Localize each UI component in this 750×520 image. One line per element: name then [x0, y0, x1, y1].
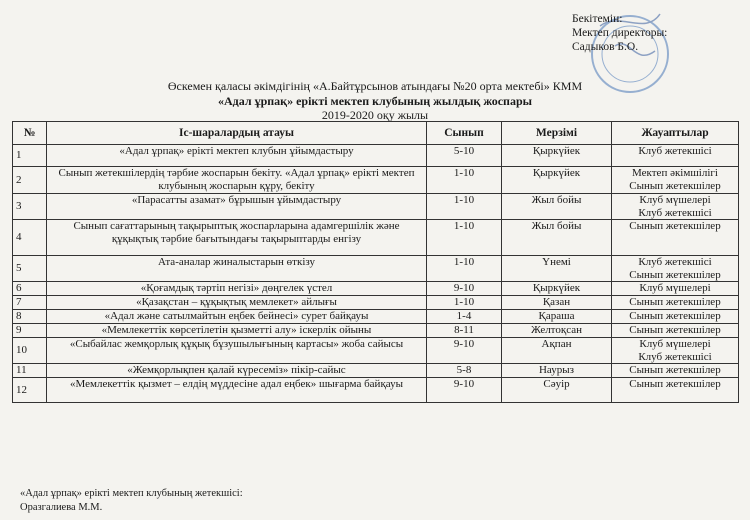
row-grade: 1-10 — [427, 296, 502, 310]
responsible-entry: Клуб мүшелері — [639, 194, 711, 206]
row-number: 8 — [13, 310, 47, 324]
row-number: 10 — [13, 338, 47, 364]
row-term: Наурыз — [502, 364, 612, 378]
footer-position: «Адал ұрпақ» ерікті мектеп клубының жетекшісі: — [20, 488, 243, 499]
row-number: 12 — [13, 378, 47, 403]
row-event: «Жемқорлықпен қалай күресеміз» пікір-сайыс — [47, 364, 427, 378]
row-grade: 9-10 — [427, 378, 502, 403]
row-responsible — [612, 324, 739, 338]
row-grade: 1-10 — [427, 194, 502, 220]
table-row — [13, 364, 739, 378]
row-term: Қазан — [502, 296, 612, 310]
row-grade: 1-10 — [427, 256, 502, 282]
row-event: Ата-аналар жиналыстарын өткізу — [47, 256, 427, 282]
responsible-entry: Сынып жетекшілер — [629, 310, 721, 322]
approval-name: Садыков Б.О. — [572, 41, 639, 53]
approval-block — [572, 12, 667, 54]
responsible-entry: Клуб мүшелері — [639, 282, 711, 294]
row-number: 7 — [13, 296, 47, 310]
row-term: Жыл бойы — [502, 194, 612, 220]
row-event: «Қоғамдық тәртіп негізі» дөңгелек үстел — [47, 282, 427, 296]
row-responsible — [612, 338, 739, 364]
row-responsible — [612, 282, 739, 296]
row-term: Ақпан — [502, 338, 612, 364]
row-term: Желтоқсан — [502, 324, 612, 338]
footer-signature — [20, 487, 243, 514]
responsible-entry: Клуб жетекшісі — [638, 206, 712, 219]
table-row — [13, 220, 739, 256]
row-event: «Мемлекеттік қызмет – елдің мүддесіне адал еңбек» шығарма байқауы — [47, 378, 427, 403]
row-grade: 9-10 — [427, 338, 502, 364]
row-term: Үнемі — [502, 256, 612, 282]
table-row — [13, 194, 739, 220]
row-grade: 1-10 — [427, 167, 502, 194]
plan-table — [12, 121, 739, 403]
row-event: «Сыбайлас жемқорлық құқық бұзушылығының картасы» жоба сайысы — [47, 338, 427, 364]
row-number: 5 — [13, 256, 47, 282]
row-number: 3 — [13, 194, 47, 220]
table-row — [13, 167, 739, 194]
responsible-entry: Сынып жетекшілер — [629, 364, 721, 376]
table-row — [13, 145, 739, 167]
table-row — [13, 256, 739, 282]
row-term: Қараша — [502, 310, 612, 324]
responsible-entry: Сынып жетекшілер — [629, 324, 721, 336]
row-responsible — [612, 364, 739, 378]
row-grade: 1-4 — [427, 310, 502, 324]
table-row — [13, 378, 739, 403]
responsible-entry: Мектеп әкімшілігі — [632, 167, 718, 179]
row-responsible — [612, 194, 739, 220]
responsible-entry: Клуб жетекшісі — [638, 145, 712, 157]
row-event: «Адал ұрпақ» ерікті мектеп клубын ұйымдастыру — [47, 145, 427, 167]
document-header — [0, 79, 750, 123]
responsible-entry: Сынып жетекшілер — [629, 220, 721, 232]
row-responsible — [612, 220, 739, 256]
row-event: Сынып сағаттарының тақырыптық жоспарларына адамгершілік және құқықтық тәрбие бағытындағы тақырыптарды енгізу — [47, 220, 427, 256]
academic-year: 2019-2020 оқу жылы — [321, 108, 429, 122]
row-number: 6 — [13, 282, 47, 296]
col-header-grade: Сынып — [427, 122, 502, 145]
responsible-entry: Сынып жетекшілер — [629, 378, 721, 390]
row-grade: 9-10 — [427, 282, 502, 296]
responsible-entry: Клуб жетекшісі — [638, 256, 712, 268]
col-header-event: Іс-шаралардың атауы — [47, 122, 427, 145]
row-number: 1 — [13, 145, 47, 167]
row-event: «Парасатты азамат» бұрышын ұйымдастыру — [47, 194, 427, 220]
document-title: «Адал ұрпақ» ерікті мектеп клубының жылдық жоспары — [218, 93, 532, 108]
row-responsible — [612, 167, 739, 194]
approval-position: Мектеп директоры: — [572, 27, 668, 39]
row-number: 2 — [13, 167, 47, 194]
row-grade: 8-11 — [427, 324, 502, 338]
row-number: 9 — [13, 324, 47, 338]
row-term: Жыл бойы — [502, 220, 612, 256]
row-grade: 1-10 — [427, 220, 502, 256]
row-number: 11 — [13, 364, 47, 378]
row-responsible — [612, 256, 739, 282]
table-row — [13, 282, 739, 296]
col-header-term: Мерзімі — [502, 122, 612, 145]
table-row — [13, 324, 739, 338]
approval-label: Бекітемін: — [572, 13, 623, 25]
table-header-row — [13, 122, 739, 145]
row-responsible — [612, 145, 739, 167]
responsible-entry: Сынып жетекшілер — [629, 268, 721, 281]
row-event: «Қазақстан – құқықтық мемлекет» айлығы — [47, 296, 427, 310]
row-event: «Мемлекеттік көрсетілетін қызметті алу» іскерлік ойыны — [47, 324, 427, 338]
row-grade: 5-10 — [427, 145, 502, 167]
row-event: Сынып жетекшілердің тәрбие жоспарын бекіту. «Адал ұрпақ» ерікті мектеп клубының жоспарын құру, бекіту — [47, 167, 427, 194]
row-event: «Адал және сатылмайтын еңбек бейнесі» сурет байқауы — [47, 310, 427, 324]
col-header-number: № — [13, 122, 47, 145]
row-responsible — [612, 310, 739, 324]
row-number: 4 — [13, 220, 47, 256]
row-term: Қыркүйек — [502, 282, 612, 296]
row-responsible — [612, 378, 739, 403]
row-grade: 5-8 — [427, 364, 502, 378]
row-term: Қыркүйек — [502, 167, 612, 194]
row-term: Сәуір — [502, 378, 612, 403]
responsible-entry: Сынып жетекшілер — [629, 296, 721, 308]
row-responsible — [612, 296, 739, 310]
row-term: Қыркүйек — [502, 145, 612, 167]
institution-name: Өскемен қаласы әкімдігінің «А.Байтұрсынов атындағы №20 орта мектебі» КММ — [167, 79, 583, 93]
footer-name: Оразгалиева М.М. — [20, 501, 103, 513]
responsible-entry: Клуб жетекшісі — [638, 350, 712, 363]
table-row — [13, 338, 739, 364]
table-row — [13, 296, 739, 310]
table-row — [13, 310, 739, 324]
col-header-responsible: Жауаптылар — [612, 122, 739, 145]
responsible-entry: Клуб мүшелері — [639, 338, 711, 350]
responsible-entry: Сынып жетекшілер — [629, 179, 721, 192]
